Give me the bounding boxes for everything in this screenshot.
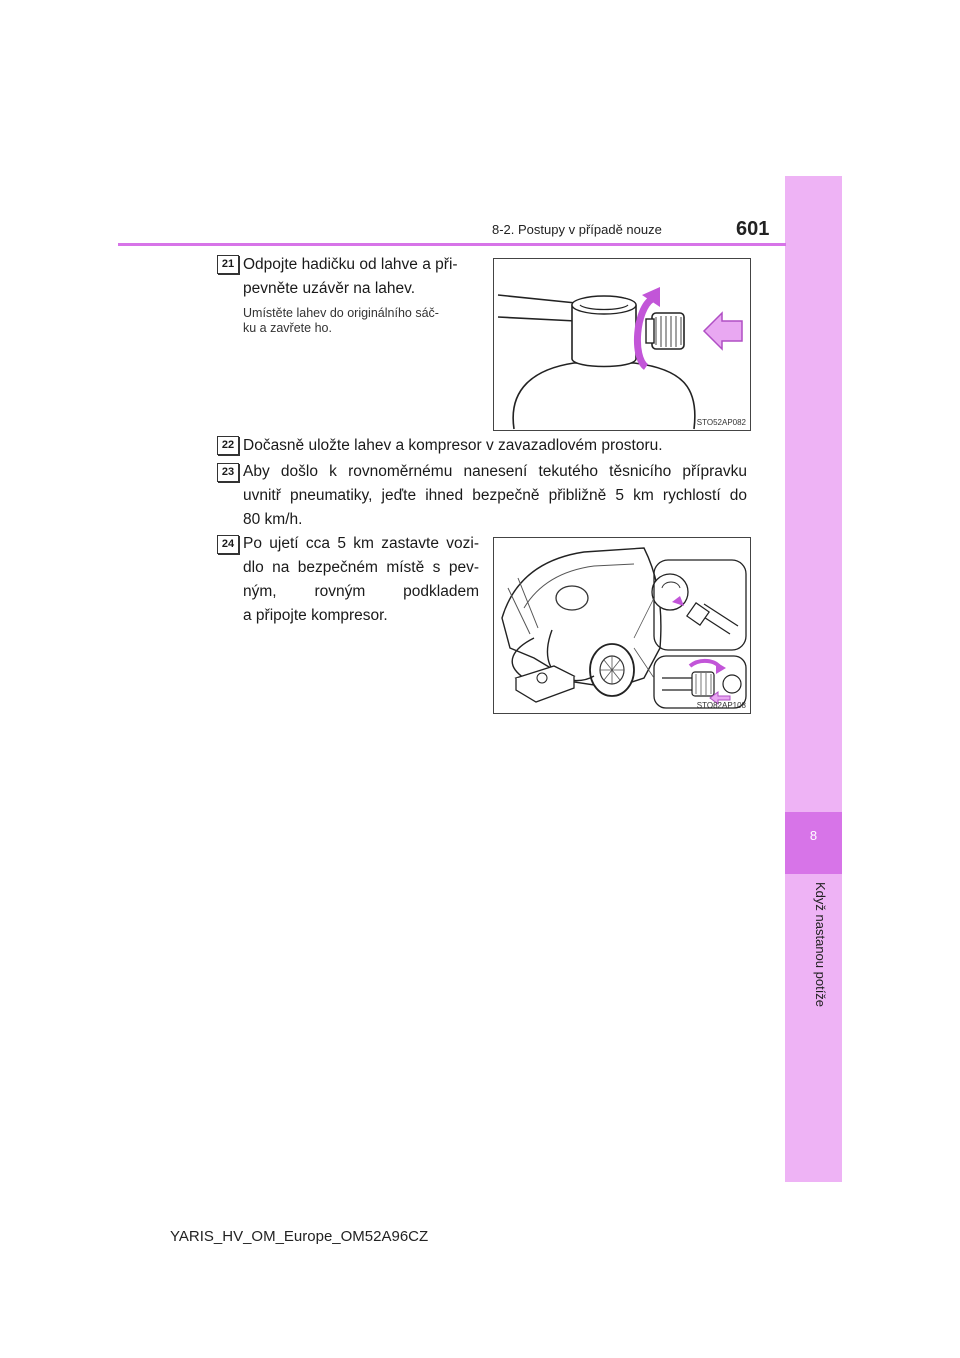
step-text-line: pevněte uzávěr na lahev. bbox=[243, 280, 416, 297]
step-text-line: Odpojte hadičku od lahve a při- bbox=[243, 256, 458, 273]
header-rule bbox=[118, 243, 786, 246]
step-badge: 22 bbox=[217, 436, 239, 455]
car-compressor-illustration bbox=[493, 537, 751, 714]
step-text-line: a připojte kompresor. bbox=[243, 607, 388, 624]
section-title: 8-2. Postupy v případě nouze bbox=[492, 222, 662, 237]
bottle-cap-drawing bbox=[494, 259, 750, 430]
step-text bbox=[243, 532, 479, 628]
footer-document-id: YARIS_HV_OM_Europe_OM52A96CZ bbox=[170, 1228, 429, 1245]
step-badge: 21 bbox=[217, 255, 239, 274]
car-compressor-drawing bbox=[494, 538, 750, 713]
step-note-line: ku a zavřete ho. bbox=[243, 321, 332, 335]
step-text bbox=[243, 253, 479, 301]
step-text-line: Po ujetí cca 5 km zastavte vozi- bbox=[243, 535, 479, 552]
bottle-cap-illustration bbox=[493, 258, 751, 431]
side-tab-chapter-marker bbox=[785, 812, 842, 874]
page-number: 601 bbox=[736, 218, 770, 240]
step-text-line: 80 km/h. bbox=[243, 511, 303, 528]
chapter-title: Když nastanou potíže bbox=[813, 882, 828, 1008]
figure-code: STO52AP082 bbox=[696, 418, 746, 427]
figure-code: STO82AP108 bbox=[696, 701, 746, 710]
step-badge: 23 bbox=[217, 463, 239, 482]
chapter-number: 8 bbox=[809, 828, 818, 843]
step-text bbox=[243, 460, 747, 532]
step-text-line: dlo na bezpečném místě s pev- bbox=[243, 559, 479, 576]
step-note bbox=[243, 306, 479, 336]
step-text-line: uvnitř pneumatiky, jeďte ihned bezpečně přibližně 5 km rychlostí do bbox=[243, 487, 747, 504]
step-badge: 24 bbox=[217, 535, 239, 554]
step-text: Dočasně uložte lahev a kompresor v zavazadlovém prostoru. bbox=[243, 437, 663, 454]
step-note-line: Umístěte lahev do originálního sáč- bbox=[243, 306, 439, 320]
step-text-line: Aby došlo k rovnoměrnému nanesení tekutého těsnicího přípravku bbox=[243, 463, 747, 480]
step-text-line: ným, rovným podkladem bbox=[243, 583, 479, 600]
